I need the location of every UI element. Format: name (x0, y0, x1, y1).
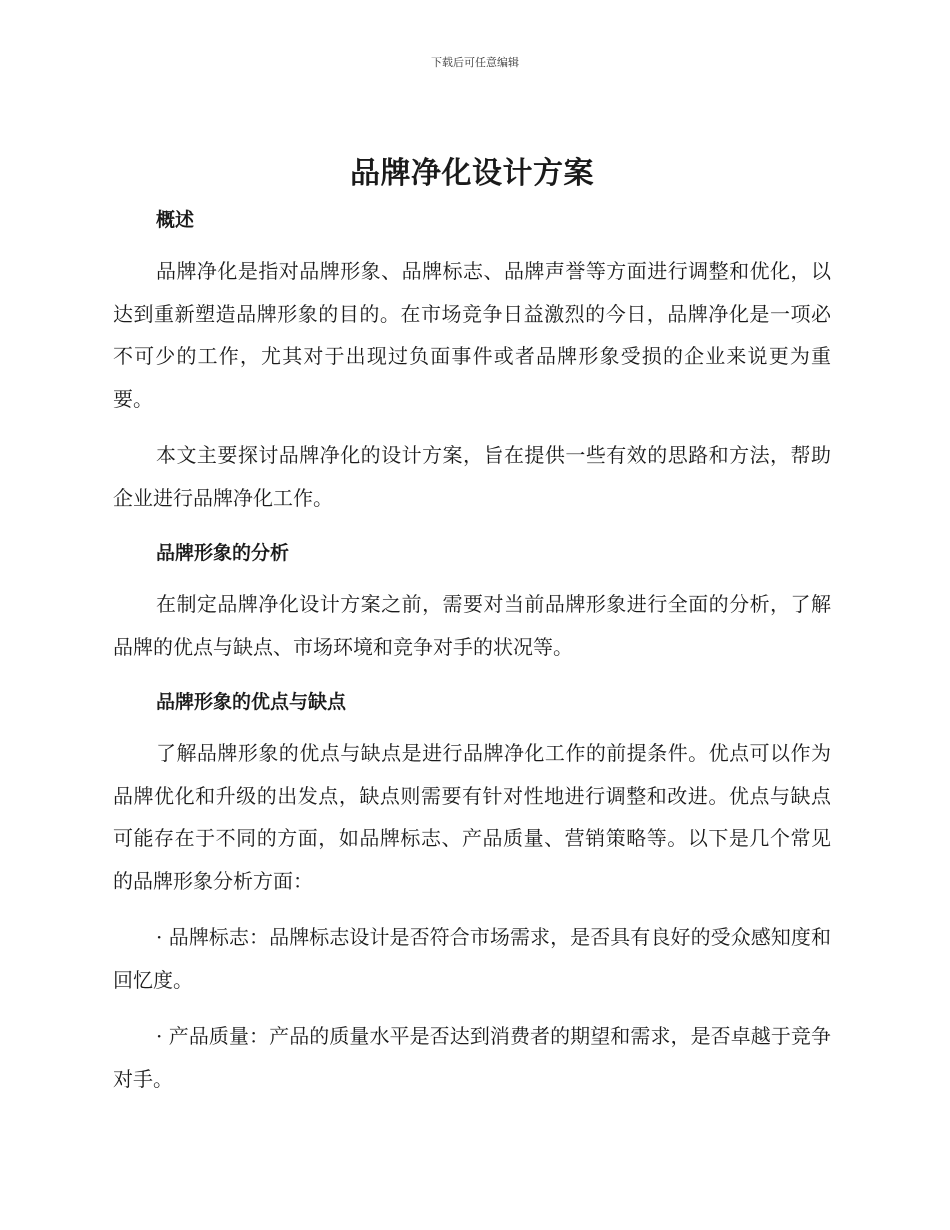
paragraph: 在制定品牌净化设计方案之前，需要对当前品牌形象进行全面的分析，了解品牌的优点与缺点、市场环境和竞争对手的状况等。 (113, 592, 831, 659)
section-heading-brand-analysis: 品牌形象的分析 (156, 542, 290, 564)
section-heading-overview: 概述 (156, 209, 195, 231)
paragraph: 了解品牌形象的优点与缺点是进行品牌净化工作的前提条件。优点可以作为品牌优化和升级的出发点，缺点则需要有针对性地进行调整和改进。优点与缺点可能存在于不同的方面，如品牌标志、产品质量、营销策略等。以下是几个常见的品牌形象分析方面： (113, 741, 831, 893)
section-heading-pros-cons: 品牌形象的优点与缺点 (156, 691, 347, 713)
document-body (113, 148, 831, 1100)
page-header-note: 下载后可任意编辑 (431, 56, 519, 69)
bullet-item-brand-logo: · 品牌标志：品牌标志设计是否符合市场需求，是否具有良好的受众感知度和回忆度。 (113, 925, 831, 992)
paragraph: 品牌净化是指对品牌形象、品牌标志、品牌声誉等方面进行调整和优化，以达到重新塑造品牌形象的目的。在市场竞争日益激烈的今日，品牌净化是一项必不可少的工作，尤其对于出现过负面事件或者品牌形象受损的企业来说更为重要。 (113, 259, 831, 411)
document-title: 品牌净化设计方案 (350, 156, 594, 191)
paragraph: 本文主要探讨品牌净化的设计方案，旨在提供一些有效的思路和方法，帮助企业进行品牌净化工作。 (113, 443, 831, 510)
bullet-item-product-quality: · 产品质量：产品的质量水平是否达到消费者的期望和需求，是否卓越于竞争对手。 (113, 1024, 831, 1091)
